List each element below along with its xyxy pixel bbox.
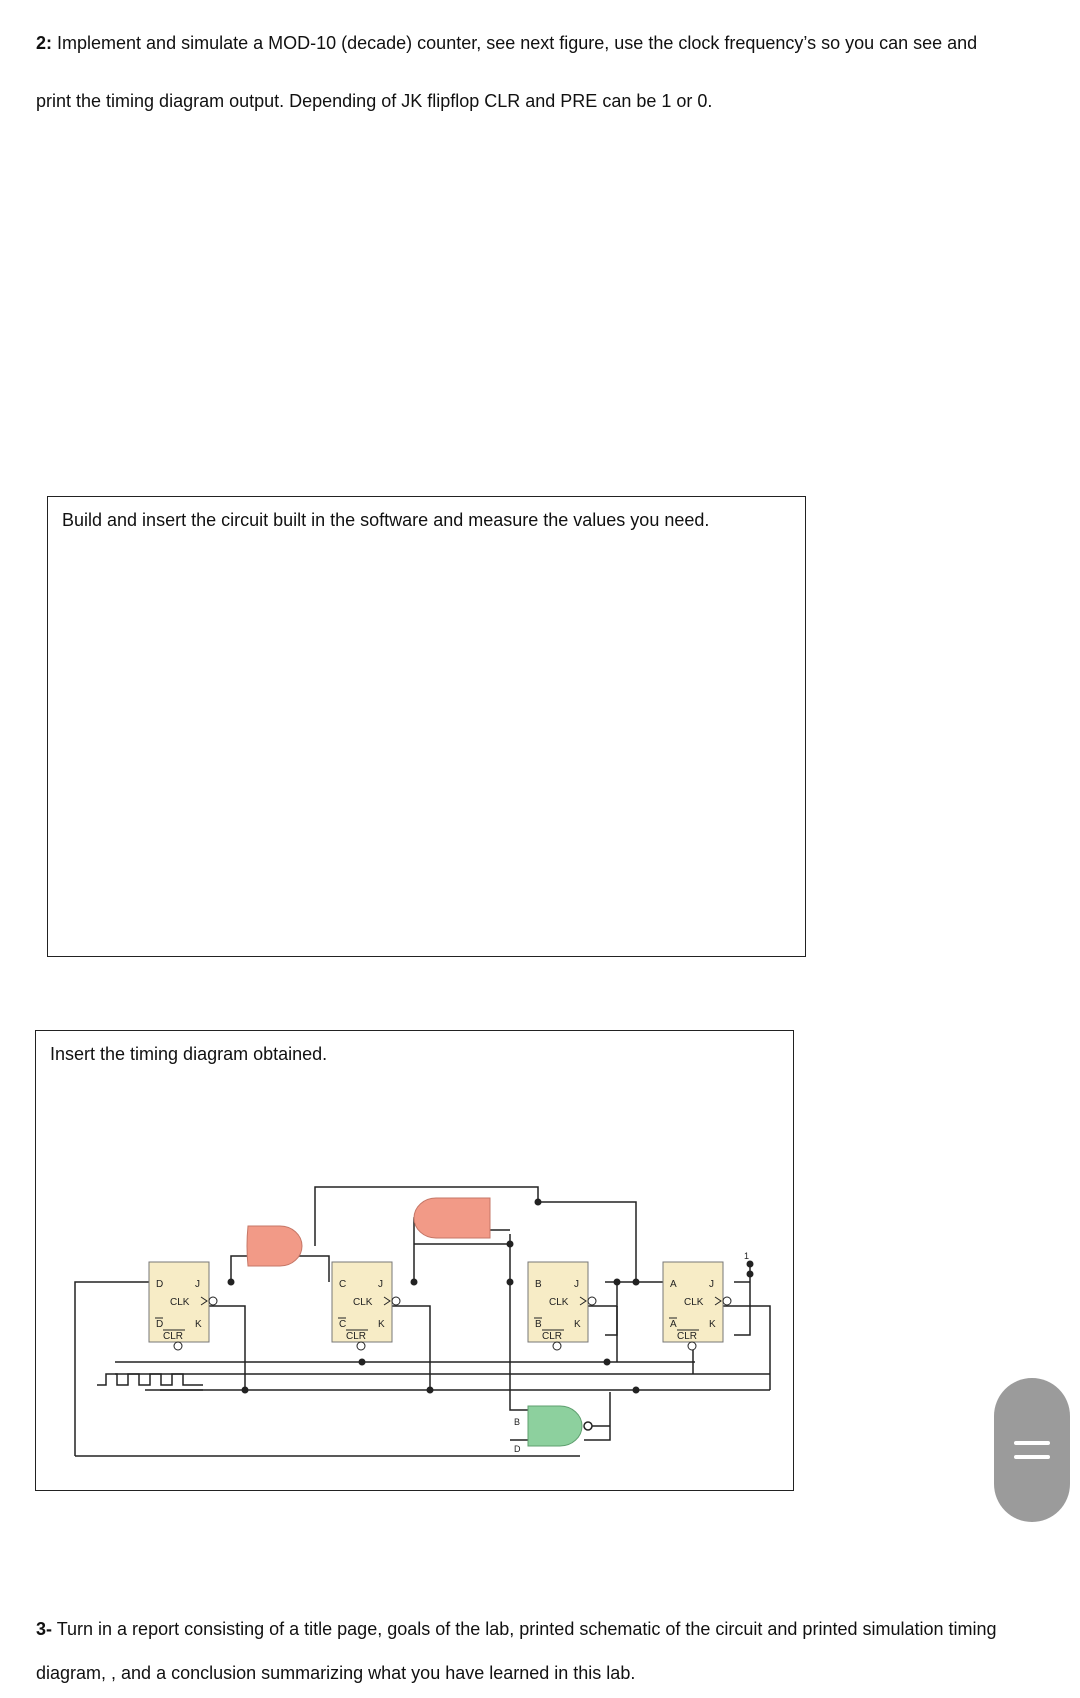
ff3-k-label: K: [709, 1319, 716, 1330]
nand-gate: [528, 1406, 582, 1446]
ff3-qbar-label: A: [670, 1319, 677, 1330]
ff2-q-label: B: [535, 1279, 542, 1290]
section3-line1: [36, 1618, 997, 1640]
flipflop-2: [528, 1262, 596, 1350]
ff1-qbar-label: C: [339, 1319, 347, 1330]
flipflop-1: [332, 1262, 400, 1350]
scroll-handle[interactable]: [994, 1378, 1070, 1522]
nand-input-b-label: B: [514, 1417, 521, 1427]
section3-text: Turn in a report consisting of a title page, goals of the lab, printed schematic of the circuit and printed simulation timing: [52, 1619, 997, 1639]
and-gate-2: [414, 1198, 490, 1238]
section2-line2: print the timing diagram output. Depending of JK flipflop CLR and PRE can be 1 or 0.: [36, 91, 713, 111]
timing-insert-label: Insert the timing diagram obtained.: [50, 1044, 328, 1064]
nand-input-d-label: D: [514, 1444, 521, 1454]
nand-bubble: [584, 1422, 592, 1430]
ff3-clr-label: CLR: [677, 1331, 698, 1342]
section3-line2: diagram, , and a conclusion summarizing what you have learned in this lab.: [36, 1663, 636, 1683]
section2-number: 2:: [36, 33, 53, 53]
ff1-j-label: J: [378, 1279, 383, 1290]
flipflop-3: [663, 1262, 731, 1350]
ff1-q-label: C: [339, 1279, 347, 1290]
ff2-clr-label: CLR: [542, 1331, 563, 1342]
ff3-clk-label: CLK: [684, 1297, 704, 1308]
section2-text: Implement and simulate a MOD-10 (decade) counter, see next figure, use the clock frequency’s so you can see and: [52, 33, 978, 53]
ff0-k-label: K: [195, 1319, 202, 1330]
ff2-k-label: K: [574, 1319, 581, 1330]
ff2-j-label: J: [574, 1279, 579, 1290]
flipflop-0: [149, 1262, 217, 1350]
ff1-clr-label: CLR: [346, 1331, 367, 1342]
ff0-clr-label: CLR: [163, 1331, 184, 1342]
ff2-qbar-label: B: [535, 1319, 542, 1330]
and-gate-1: [247, 1226, 302, 1266]
logic-high-label: 1: [744, 1251, 750, 1261]
ff0-qbar-label: D: [156, 1319, 164, 1330]
ff1-clk-label: CLK: [353, 1297, 373, 1308]
ff0-q-label: D: [156, 1279, 164, 1290]
ff3-j-label: J: [709, 1279, 714, 1290]
ff0-clk-label: CLK: [170, 1297, 190, 1308]
circuit-insert-label: Build and insert the circuit built in the software and measure the values you need.: [62, 510, 710, 530]
ff3-q-label: A: [670, 1279, 677, 1290]
ff1-k-label: K: [378, 1319, 385, 1330]
section3-number: 3-: [36, 1619, 53, 1639]
ff0-j-label: J: [195, 1279, 200, 1290]
ff2-clk-label: CLK: [549, 1297, 569, 1308]
